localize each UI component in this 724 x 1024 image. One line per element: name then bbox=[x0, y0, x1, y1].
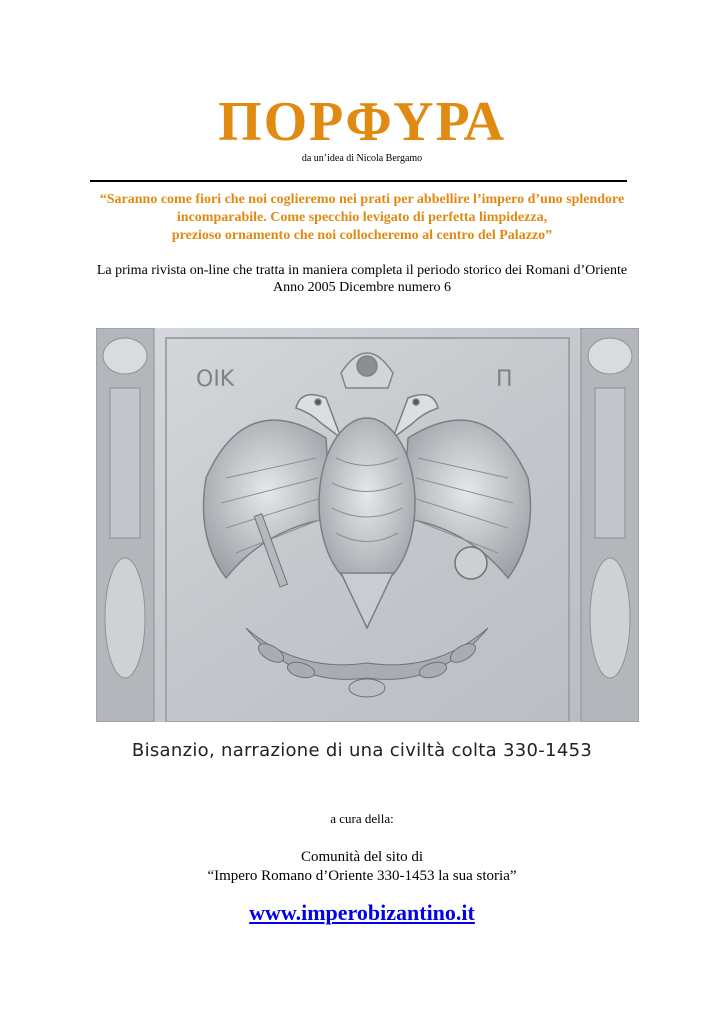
magazine-description: La prima rivista on-line che tratta in maniera completa il periodo storico dei Romani d’Oriente bbox=[96, 263, 628, 278]
community-credit bbox=[0, 848, 724, 886]
double-headed-eagle-relief-image bbox=[96, 328, 639, 722]
issue-info: Anno 2005 Dicembre numero 6 bbox=[272, 280, 452, 295]
community-site-name: “Impero Romano d’Oriente 330-1453 la sua storia” bbox=[207, 868, 517, 884]
orb bbox=[455, 547, 487, 579]
book-subtitle: Bisanzio, narrazione di una civiltà colta 330-1453 bbox=[131, 740, 593, 761]
community-line: Comunità del sito di bbox=[300, 849, 424, 865]
inscription-right: Π bbox=[496, 367, 513, 392]
website-container bbox=[0, 900, 724, 926]
website-link[interactable]: www.imperobizantino.it bbox=[249, 900, 475, 925]
right-pilaster bbox=[581, 328, 639, 722]
title-divider bbox=[90, 180, 627, 182]
inscription-left: ΟΙΚ bbox=[196, 367, 235, 392]
curated-by-label: a cura della: bbox=[330, 811, 394, 826]
quote-line: “Saranno come fiori che noi coglieremo nei prati per abbellire l’impero d’uno splendore bbox=[99, 192, 625, 207]
quote-line: incomparabile. Come specchio levigato di perfetta limpidezza, bbox=[176, 210, 548, 225]
intro-block bbox=[0, 262, 724, 296]
epigraph-quote bbox=[0, 191, 724, 245]
quote-line: prezioso ornamento che noi collocheremo al centro del Palazzo” bbox=[171, 228, 553, 243]
eagle-body bbox=[319, 418, 415, 588]
author-credit: da un’idea di Nicola Bergamo bbox=[301, 153, 423, 164]
left-pilaster bbox=[96, 328, 154, 722]
magazine-title: ΠΟΡΦΥΡΑ bbox=[218, 91, 506, 153]
